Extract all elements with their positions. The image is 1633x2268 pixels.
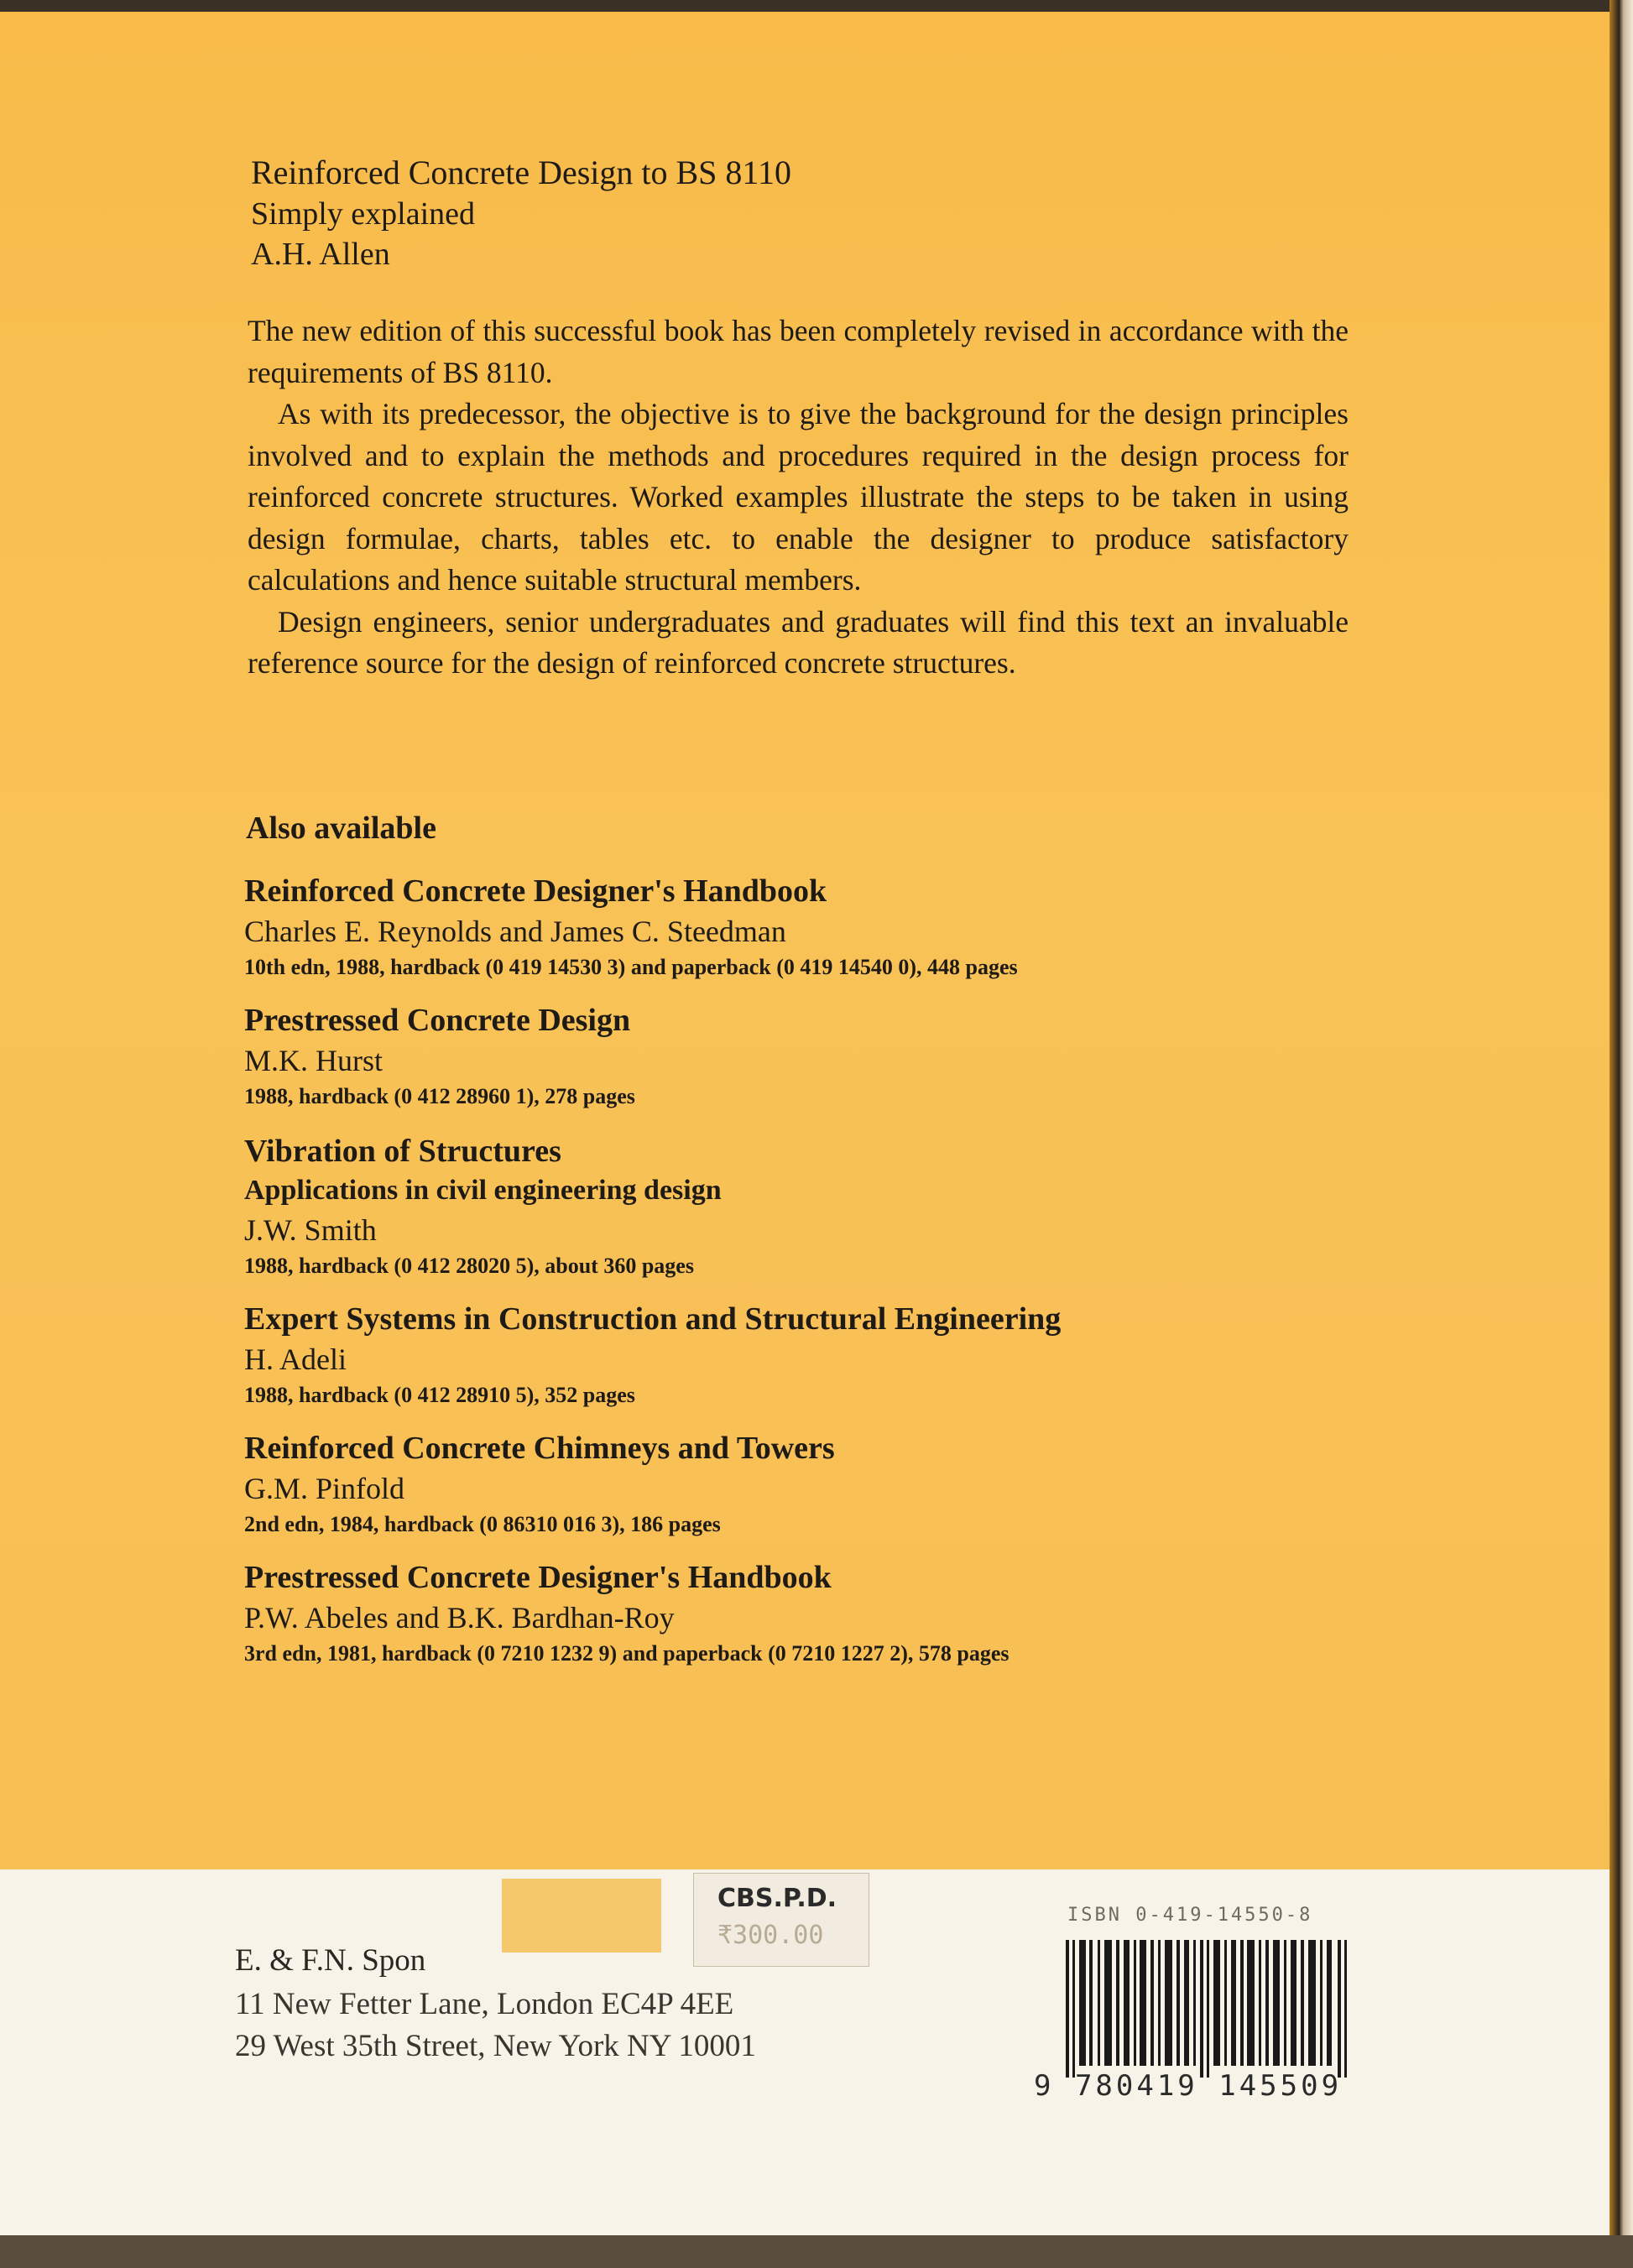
publisher-name: E. & F.N. Spon <box>235 1943 426 1978</box>
description-paragraph: Design engineers, senior undergraduates and graduates will find this text an invaluable reference source for the design of reinforced concrete structures. <box>248 604 1349 680</box>
publisher-address-new-york: 29 West 35th Street, New York NY 10001 <box>235 2029 756 2063</box>
sticker-label: CBS.P.D. <box>717 1884 837 1913</box>
item-title: Prestressed Concrete Designer's Handbook <box>244 1560 832 1595</box>
also-available-item <box>244 1000 1385 1113</box>
item-details: 3rd edn, 1981, hardback (0 7210 1232 9) and paperback (0 7210 1227 2), 578 pages <box>244 1641 1010 1666</box>
barcode-icon <box>1066 1940 1351 2078</box>
book-back-cover <box>0 12 1616 2235</box>
photo-bottom-edge <box>0 2235 1633 2268</box>
item-details: 1988, hardback (0 412 28960 1), 278 pages <box>244 1084 635 1108</box>
item-authors: J.W. Smith <box>244 1213 377 1247</box>
item-title: Reinforced Concrete Chimneys and Towers <box>244 1431 835 1466</box>
item-authors: M.K. Hurst <box>244 1044 383 1077</box>
item-title: Expert Systems in Construction and Structural Engineering <box>244 1301 1062 1337</box>
item-authors: H. Adeli <box>244 1343 347 1376</box>
item-title: Prestressed Concrete Design <box>244 1003 631 1038</box>
book-description <box>248 310 1349 685</box>
publisher-address-london: 11 New Fetter Lane, London EC4P 4EE <box>235 1987 734 2021</box>
also-available-item <box>244 1428 1385 1541</box>
photo-right-edge <box>1610 0 1633 2268</box>
description-paragraph: As with its predecessor, the objective is to give the background for the design principles involved and to explain the methods and procedures required in the design process for reinforced concrete structures. Worked examples illustrate the steps to be taken in using design formulae, charts, tables etc. to enable the designer to produce satisfactory calculations and hence suitable structural members. <box>248 397 1349 597</box>
barcode-digits: 9 780419 145509 <box>1034 2069 1343 2103</box>
item-details: 1988, hardback (0 412 28910 5), 352 pages <box>244 1383 635 1407</box>
sticker-residue <box>502 1879 661 1953</box>
book-author: A.H. Allen <box>251 237 390 272</box>
description-paragraph: The new edition of this successful book has been completely revised in accordance with the requirements of BS 8110. <box>248 314 1349 389</box>
price-sticker <box>693 1873 869 1967</box>
sticker-price: ₹300.00 <box>717 1921 824 1950</box>
also-available-item <box>244 1131 1385 1282</box>
item-title: Reinforced Concrete Designer's Handbook <box>244 873 827 909</box>
isbn-text: ISBN 0-419-14550-8 <box>1067 1905 1313 1926</box>
item-subtitle: Applications in civil engineering design <box>244 1175 722 1206</box>
also-available-item <box>244 1299 1385 1411</box>
item-details: 10th edn, 1988, hardback (0 419 14530 3) and paperback (0 419 14540 0), 448 pages <box>244 955 1018 979</box>
book-subtitle: Simply explained <box>251 196 476 232</box>
also-available-item <box>244 871 1385 983</box>
also-available-item <box>244 1557 1385 1670</box>
item-authors: P.W. Abeles and B.K. Bardhan-Roy <box>244 1601 675 1635</box>
item-details: 1988, hardback (0 412 28020 5), about 360 pages <box>244 1254 694 1278</box>
item-title: Vibration of Structures <box>244 1134 561 1169</box>
item-authors: Charles E. Reynolds and James C. Steedman <box>244 915 786 948</box>
book-title: Reinforced Concrete Design to BS 8110 <box>251 154 791 191</box>
item-authors: G.M. Pinfold <box>244 1472 405 1505</box>
item-details: 2nd edn, 1984, hardback (0 86310 016 3), 186 pages <box>244 1512 721 1536</box>
also-available-heading: Also available <box>246 811 436 846</box>
